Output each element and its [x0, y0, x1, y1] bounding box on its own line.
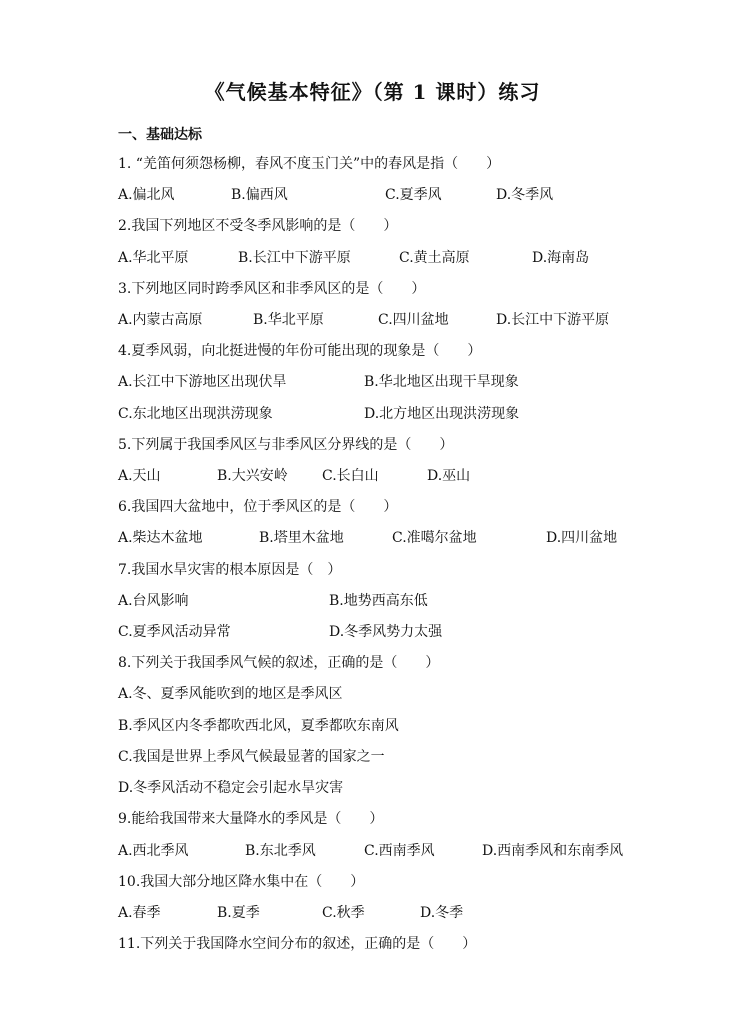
q4-option-b: B.华北地区出现干旱现象 — [364, 374, 519, 390]
page-title: 《气候基本特征》（第 1 课时）练习 — [204, 80, 541, 104]
q9-option-b: B.东北季风 — [245, 843, 316, 859]
q7-option-c: C.夏季风活动异常 — [118, 624, 231, 640]
q4-option-c: C.东北地区出现洪涝现象 — [118, 406, 273, 422]
q9-option-d: D.西南季风和东南季风 — [482, 843, 624, 859]
q8-option-d: D.冬季风活动不稳定会引起水旱灾害 — [118, 780, 344, 796]
question-9: 9.能给我国带来大量降水的季风是（ ） — [118, 811, 384, 827]
question-2: 2.我国下列地区不受冬季风影响的是（ ） — [118, 218, 398, 234]
q10-option-a: A.春季 — [118, 905, 161, 921]
q5-option-b: B.大兴安岭 — [217, 468, 288, 484]
section-heading: 一、基础达标 — [118, 127, 202, 143]
q7-option-d: D.冬季风势力太强 — [329, 624, 443, 640]
q3-option-d: D.长江中下游平原 — [496, 312, 610, 328]
question-8: 8.下列关于我国季风气候的叙述，正确的是（ ） — [118, 655, 440, 671]
q1-option-c: C.夏季风 — [385, 187, 442, 203]
q1-option-b: B.偏西风 — [231, 187, 288, 203]
question-6: 6.我国四大盆地中，位于季风区的是（ ） — [118, 499, 398, 515]
q2-option-d: D.海南岛 — [532, 250, 590, 266]
question-7: 7.我国水旱灾害的根本原因是（ ） — [118, 562, 342, 578]
q7-option-a: A.台风影响 — [118, 593, 189, 609]
q10-option-b: B.夏季 — [217, 905, 260, 921]
q7-option-b: B.地势西高东低 — [329, 593, 428, 609]
q8-option-a: A.冬、夏季风能吹到的地区是季风区 — [118, 686, 343, 702]
q6-option-a: A.柴达木盆地 — [118, 530, 203, 546]
q4-option-d: D.北方地区出现洪涝现象 — [364, 406, 520, 422]
q6-option-d: D.四川盆地 — [546, 530, 618, 546]
question-10: 10.我国大部分地区降水集中在（ ） — [118, 874, 365, 890]
q2-option-b: B.长江中下游平原 — [238, 250, 351, 266]
q10-option-c: C.秋季 — [322, 905, 365, 921]
q2-option-a: A.华北平原 — [118, 250, 189, 266]
question-3: 3.下列地区同时跨季风区和非季风区的是（ ） — [118, 281, 426, 297]
q2-option-c: C.黄土高原 — [399, 250, 470, 266]
q3-option-b: B.华北平原 — [253, 312, 324, 328]
question-4: 4.夏季风弱，向北挺进慢的年份可能出现的现象是（ ） — [118, 343, 482, 359]
q10-option-d: D.冬季 — [420, 905, 464, 921]
q4-option-a: A.长江中下游地区出现伏旱 — [118, 374, 287, 390]
question-5: 5.下列属于我国季风区与非季风区分界线的是（ ） — [118, 437, 454, 453]
question-11: 11.下列关于我国降水空间分布的叙述，正确的是（ ） — [118, 936, 477, 952]
q5-option-a: A.天山 — [118, 468, 161, 484]
q5-option-d: D.巫山 — [427, 468, 471, 484]
q9-option-c: C.西南季风 — [364, 843, 435, 859]
q8-option-b: B.季风区内冬季都吹西北风，夏季都吹东南风 — [118, 718, 399, 734]
q1-option-d: D.冬季风 — [496, 187, 554, 203]
question-1: 1. “羌笛何须怨杨柳，春风不度玉门关”中的春风是指（ ） — [118, 156, 501, 172]
q6-option-b: B.塔里木盆地 — [259, 530, 344, 546]
q1-option-a: A.偏北风 — [118, 187, 175, 203]
q8-option-c: C.我国是世界上季风气候最显著的国家之一 — [118, 749, 385, 765]
q3-option-c: C.四川盆地 — [378, 312, 449, 328]
q6-option-c: C.准噶尔盆地 — [392, 530, 477, 546]
q3-option-a: A.内蒙古高原 — [118, 312, 203, 328]
q9-option-a: A.西北季风 — [118, 843, 189, 859]
q5-option-c: C.长白山 — [322, 468, 379, 484]
